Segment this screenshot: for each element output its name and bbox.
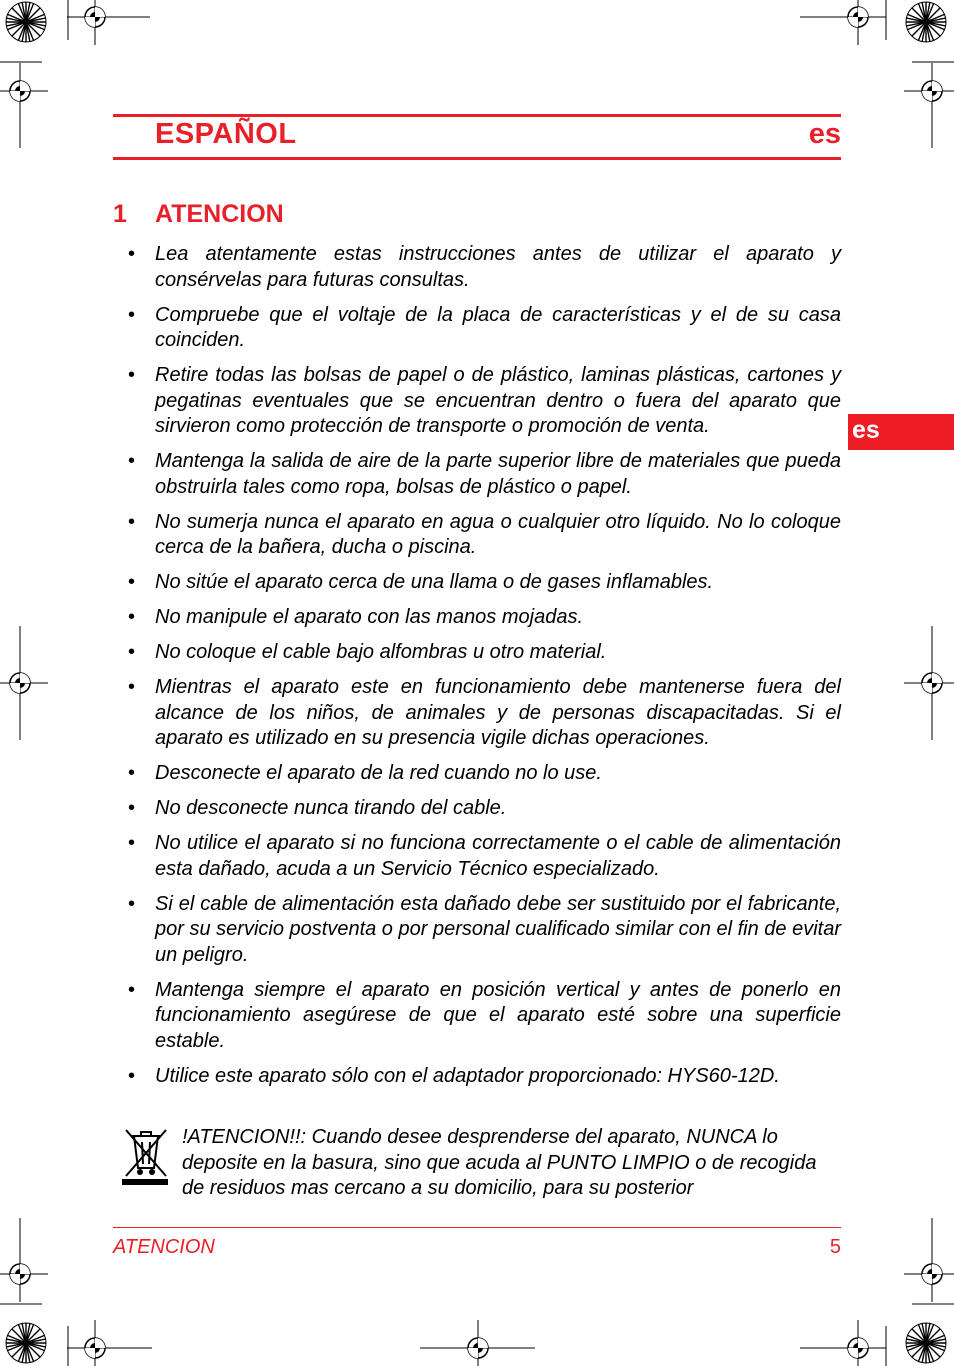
header-bottom-rule (113, 157, 841, 160)
list-item-text: Mantenga la salida de aire de la parte superior libre de materiales que pueda obstruirla tales como ropa, bolsas de plástico o papel. (155, 450, 841, 498)
list-item-text: No desconecte nunca tirando del cable. (155, 797, 507, 819)
list-item-text: No sitúe el aparato cerca de una llama o de gases inflamables. (155, 571, 714, 593)
list-item (128, 570, 841, 596)
list-item-text: Retire todas las bolsas de papel o de plástico, laminas plásticas, cartones y pegatinas eventuales que se encuentran dentro o fuera del aparato que sirvieron como protección de transporte o promoción de venta. (155, 364, 841, 437)
list-item (128, 640, 841, 666)
list-item (128, 510, 841, 561)
bullet-icon: • (128, 1064, 136, 1087)
bullet-icon: • (128, 797, 136, 819)
bullet-icon: • (128, 641, 136, 663)
bullet-icon: • (128, 303, 136, 326)
bullet-icon: • (128, 243, 136, 265)
list-item-text: No manipule el aparato con las manos mojadas. (155, 606, 584, 628)
list-item (128, 605, 841, 631)
list-item-text: Lea atentamente estas instrucciones antes de utilizar el aparato y consérvelas para futuras consultas. (155, 243, 841, 291)
language-side-tab (848, 414, 954, 450)
footer-rule (113, 1227, 841, 1228)
list-item (128, 1064, 841, 1090)
list-item (128, 242, 841, 293)
list-item-text: No utilice el aparato si no funciona correctamente o el cable de alimentación esta dañado, acuda a un Servicio Técnico especializado. (155, 832, 841, 880)
bullet-icon: • (128, 450, 136, 472)
list-item-text: Si el cable de alimentación esta dañado debe ser sustituido por el fabricante, por su servicio postventa o por personal cualificado similar con el fin de evitar un peligro. (155, 892, 841, 966)
list-item-text: No sumerja nunca el aparato en agua o cualquier otro líquido. No lo coloque cerca de la bañera, ducha o piscina. (155, 510, 841, 558)
list-item (128, 761, 841, 787)
crossed-out-bin-icon (122, 1124, 168, 1186)
bullet-icon: • (128, 364, 136, 386)
side-tab-label: es (852, 416, 880, 444)
list-item (128, 892, 841, 969)
page-language-title: ESPAÑOL (155, 118, 297, 150)
list-item-text: Desconecte el aparato de la red cuando no lo use. (155, 762, 602, 784)
list-item-text: Utilice este aparato sólo con el adaptador proporcionado: HYS60-12D. (155, 1064, 780, 1087)
section-title: ATENCION (155, 200, 284, 228)
bullet-icon: • (128, 606, 136, 628)
list-item (128, 675, 841, 752)
list-item-text: Compruebe que el voltaje de la placa de características y el de su casa coinciden. (155, 303, 841, 351)
bullet-icon: • (128, 978, 136, 1001)
list-item (128, 303, 841, 354)
list-item (128, 449, 841, 500)
header-top-rule (113, 114, 841, 117)
section-number: 1 (113, 200, 127, 228)
bullet-icon: • (128, 676, 136, 698)
list-item-text: Mantenga siempre el aparato en posición vertical y antes de ponerlo en funcionamiento asegúrese de que el aparato esté sobre una superficie estable. (155, 978, 841, 1052)
bullet-icon: • (128, 762, 136, 784)
bullet-icon: • (128, 832, 136, 854)
list-item (128, 978, 841, 1055)
list-item (128, 796, 841, 822)
bullet-icon: • (128, 571, 136, 593)
list-item (128, 363, 841, 440)
safety-instructions-list (128, 242, 841, 1099)
footer-section-name: ATENCION (113, 1236, 215, 1258)
page-number: 5 (829, 1236, 841, 1258)
language-code: es (808, 118, 841, 150)
list-item-text: No coloque el cable bajo alfombras u otro material. (155, 641, 607, 663)
list-item (128, 831, 841, 882)
disposal-notice: !ATENCION!!: Cuando desee desprenderse del aparato, NUNCA lo deposite en la basura, sino que acuda al PUNTO LIMPIO o de recogida de residuos mas cercano a su domicilio, para su posterior (182, 1126, 817, 1199)
bullet-icon: • (128, 510, 136, 533)
list-item-text: Mientras el aparato este en funcionamiento debe mantenerse fuera del alcance de los niños, de animales y de personas discapacitadas. Si el aparato es utilizado en su presencia vigile dichas operaciones. (155, 676, 841, 749)
bullet-icon: • (128, 892, 136, 915)
